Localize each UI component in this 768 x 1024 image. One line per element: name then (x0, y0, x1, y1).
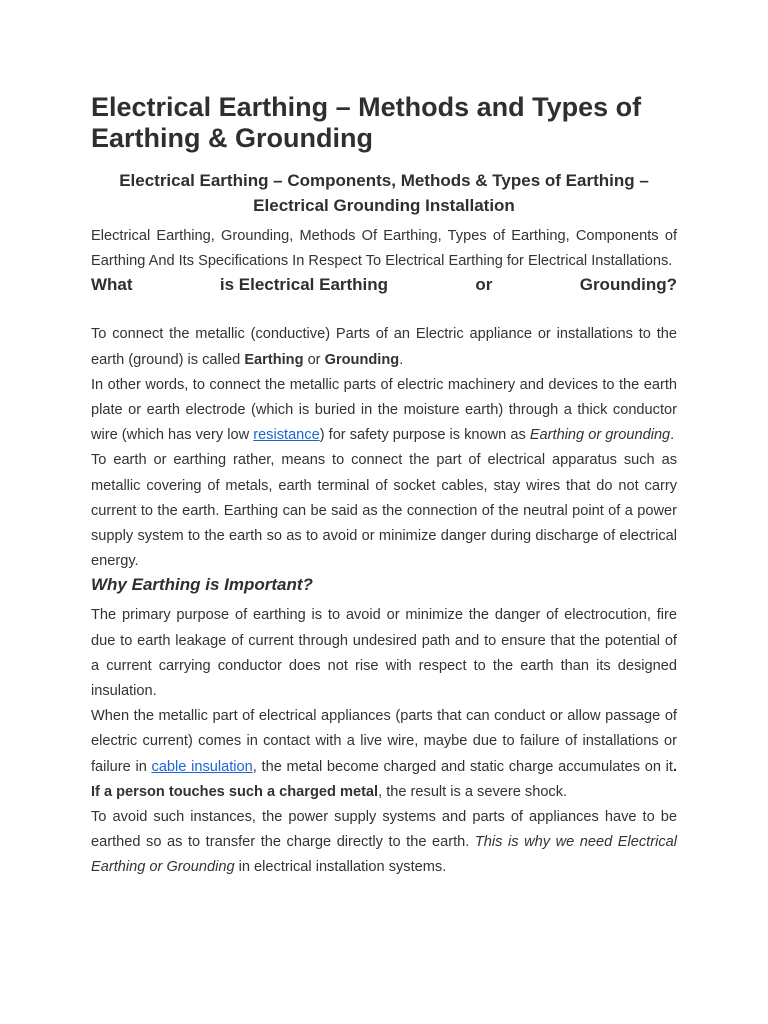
text-span: To connect the metallic (conductive) Parts of an Electric appliance or installations to the earth (ground) is called (91, 326, 677, 368)
bold-grounding: Grounding (324, 351, 400, 368)
text-span: , the result is a severe shock. (378, 783, 568, 800)
bold-earthing: Earthing (244, 351, 304, 368)
italic-why-we-need: This is why we need Electrical Earthing or Grounding (91, 834, 677, 876)
page-subtitle: Electrical Earthing – Components, Methods & Types of Earthing – Electrical Grounding Installation (119, 171, 649, 215)
avoid-instances-paragraph (91, 805, 677, 881)
text-span: . (399, 351, 404, 368)
earthing-meaning-paragraph: To earth or earthing rather, means to connect the part of electrical apparatus such as metallic covering of metals, earth terminal of socket cables, stay wires that do not carry current to the earth. Earthing can be said as the connection of the neutral point of a power supply system to the earth so as to avoid or minimize danger during discharge of electrical energy. (91, 452, 677, 570)
heading-word-is-electrical-earthing: is Electrical Earthing (219, 275, 389, 295)
text-span: , the metal become charged and static charge accumulates on it (252, 758, 673, 775)
text-span: . (670, 427, 675, 444)
resistance-link[interactable]: resistance (253, 427, 320, 444)
italic-earthing-or-grounding: Earthing or grounding (529, 427, 671, 444)
text-span: in electrical installation systems. (234, 859, 447, 876)
text-span: When the metallic part of electrical appliances (parts that can conduct or allow passage of electric current) comes in contact with a live wire, maybe due to failure of installations or failure in (91, 708, 677, 775)
other-words-paragraph (91, 373, 677, 449)
primary-purpose-paragraph: The primary purpose of earthing is to avoid or minimize the danger of electrocution, fire due to earth leakage of current through undesired path and to ensure that the potential of a current carrying conductor does not rise with respect to the earth than its designed insulation. (91, 607, 677, 700)
what-is-earthing-heading (91, 274, 677, 296)
text-span: ) for safety purpose is known as (319, 427, 530, 444)
heading-word-what: What (91, 275, 133, 295)
bold-charged-metal: . If a person touches such a charged metal (91, 758, 677, 800)
heading-word-or: or (475, 275, 493, 295)
text-span: In other words, to connect the metallic parts of electric machinery and devices to the earth plate or earth electrode (which is buried in the moisture earth) through a thick conductor wire (which has very low (91, 376, 677, 444)
text-span: or (303, 351, 325, 368)
heading-word-grounding: Grounding? (579, 275, 677, 295)
text-span: To avoid such instances, the power supply systems and parts of appliances have to be earthed so as to transfer the charge directly to the earth. (91, 809, 677, 851)
cable-insulation-link[interactable]: cable insulation (151, 758, 253, 775)
live-wire-paragraph (91, 704, 677, 805)
definition-paragraph (91, 322, 677, 372)
page-title: Electrical Earthing – Methods and Types of Earthing & Grounding (91, 92, 642, 153)
intro-paragraph: Electrical Earthing, Grounding, Methods Of Earthing, Types of Earthing, Components of Earthing And Its Specifications In Respect To Electrical Earthing for Electrical Installations. (91, 228, 677, 270)
article (91, 92, 677, 881)
why-earthing-heading: Why Earthing is Important? (91, 575, 313, 595)
